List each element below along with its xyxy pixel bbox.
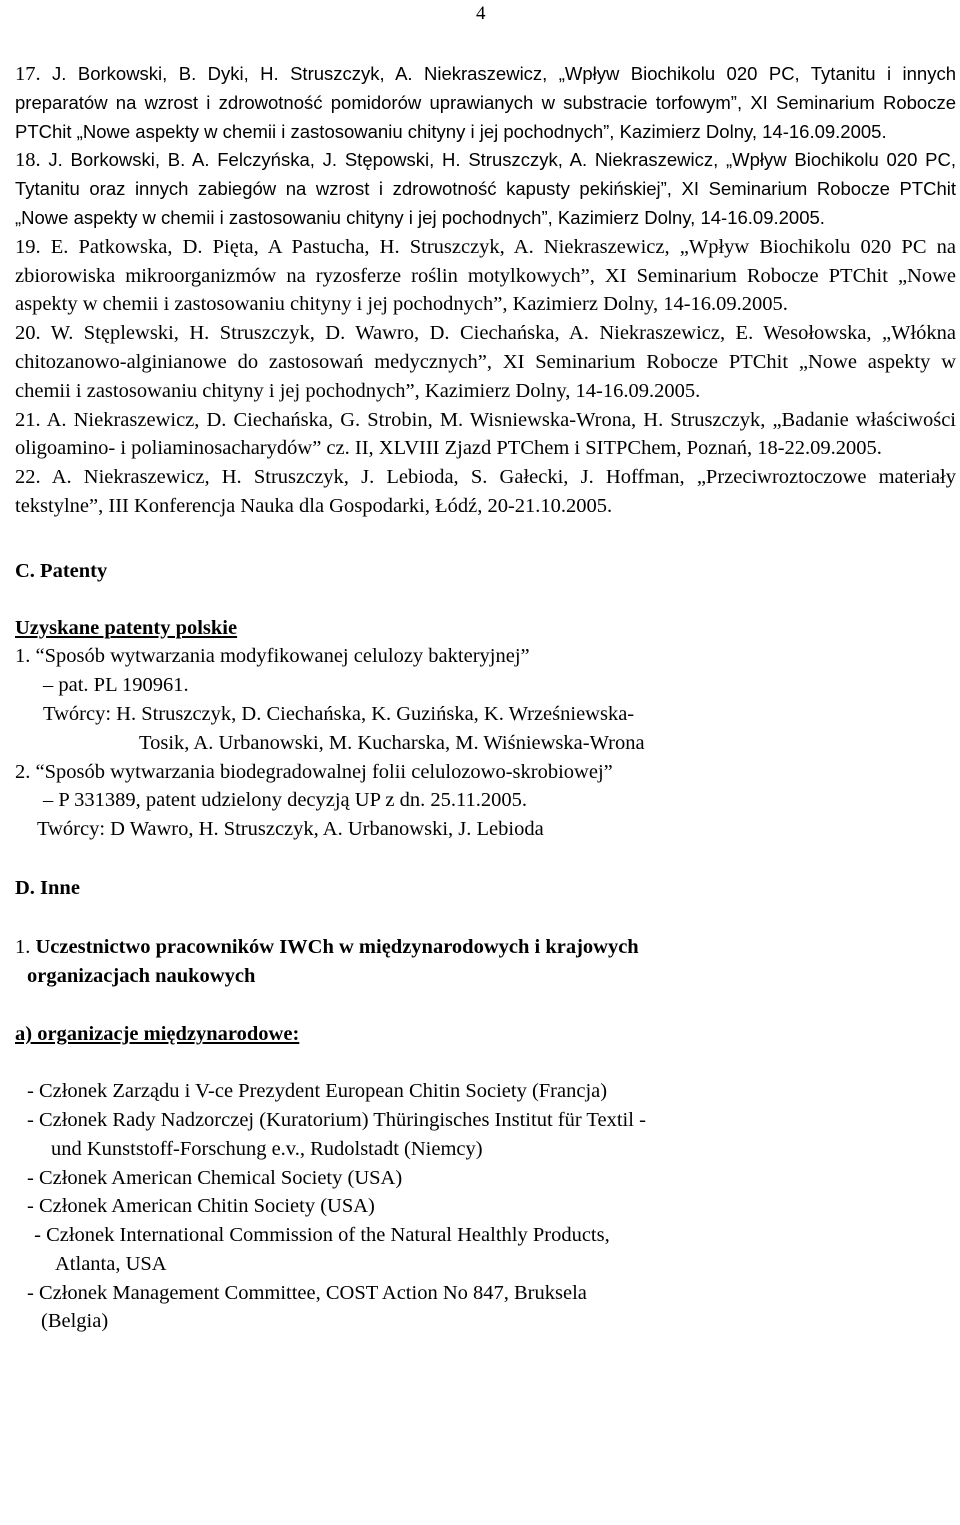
item-title-line2: organizacjach naukowych — [27, 964, 256, 987]
list-item: - Członek Rady Nadzorczej (Kuratorium) Thüringisches Institut für Textil - — [27, 1108, 646, 1131]
list-item: - Członek Zarządu i V-ce Prezydent European Chitin Society (Francja) — [27, 1080, 608, 1103]
subsection-international-orgs: a) organizacje międzynarodowe: — [15, 1023, 300, 1046]
list-item-continued: Atlanta, USA — [55, 1252, 167, 1275]
list-item: - Członek Management Committee, COST Action No 847, Bruksela — [27, 1281, 587, 1304]
section-title-other: D. Inne — [15, 876, 80, 899]
publication-18 — [15, 146, 956, 232]
patent-title: 1. “Sposób wytwarzania modyfikowanej celulozy bakteryjnej” — [15, 645, 530, 668]
patent-1 — [15, 642, 956, 757]
organizations-list — [15, 1077, 956, 1336]
patent-authors-continued: Tosik, A. Urbanowski, M. Kucharska, M. Wiśniewska-Wrona — [139, 731, 645, 754]
patent-2 — [15, 758, 956, 844]
page-number: 4 — [476, 3, 486, 24]
item-heading — [15, 933, 956, 991]
item-title-line1: Uczestnictwo pracowników IWCh w międzynarodowych i krajowych — [35, 935, 639, 958]
patent-authors: Twórcy: D Wawro, H. Struszczyk, A. Urbanowski, J. Lebioda — [37, 818, 544, 841]
publication-19 — [15, 233, 956, 319]
publication-text: A. Niekraszewicz, D. Ciechańska, G. Strobin, M. Wisniewska-Wrona, H. Struszczyk, „Badanie właściwości oligoamino- i poliaminosacharydów” cz. II, XLVIII Zjazd PTChem i SITPChem, Poznań, 18-22.09.2005. — [15, 408, 956, 460]
publication-21 — [15, 406, 956, 464]
publication-number: 20. — [15, 322, 41, 345]
list-item-continued: und Kunststoff-Forschung e.v., Rudolstadt (Niemcy) — [51, 1137, 483, 1160]
publication-text: J. Borkowski, B. Dyki, H. Struszczyk, A. Niekraszewicz, „Wpływ Biochikolu 020 PC, Tytanitu i innych preparatów na wzrost i zdrowotność pomidorów uprawianych w substracie torfowym”, XI Seminarium Robocze PTChit „Nowe aspekty w chemii i zastosowaniu chityny i jej pochodnych”, Kazimierz Dolny, 14-16.09.2005. — [15, 63, 957, 142]
list-item-continued: (Belgia) — [41, 1310, 109, 1333]
list-item: - Członek International Commission of the Natural Healthly Products, — [29, 1224, 610, 1247]
publication-number: 22. — [15, 466, 41, 489]
list-item: - Członek American Chemical Society (USA) — [27, 1166, 403, 1189]
section-title-patents: C. Patenty — [15, 559, 108, 582]
publication-text: E. Patkowska, D. Pięta, A Pastucha, H. Struszczyk, A. Niekraszewicz, „Wpływ Biochikolu 020 PC na zbiorowiska mikroorganizmów na ryzosferze roślin motylkowych”, XI Seminarium Robocze PTChit „Nowe aspekty w chemii i zastosowaniu chityny i jej pochodnych”, Kazimierz Dolny, 14-16.09.2005. — [15, 235, 956, 316]
publication-text: W. Stęplewski, H. Struszczyk, D. Wawro, D. Ciechańska, A. Niekraszewicz, E. Wesołowska, „Włókna chitozanowo-alginianowe do zastosowań medycznych”, XI Seminarium Robocze PTChit „Nowe aspekty w chemii i zastosowaniu chityny i jej pochodnych”, Kazimierz Dolny, 14-16.09.2005. — [15, 322, 956, 402]
publication-20 — [15, 319, 956, 405]
publication-number: 18. — [15, 149, 41, 172]
publication-number: 19. — [15, 235, 41, 258]
publication-number: 17. — [15, 63, 41, 85]
document-body — [15, 60, 956, 1336]
patent-number: – pat. PL 190961. — [43, 674, 189, 697]
patent-title: 2. “Sposób wytwarzania biodegradowalnej folii celulozowo-skrobiowej” — [15, 760, 613, 783]
patent-authors: Twórcy: H. Struszczyk, D. Ciechańska, K. Guzińska, K. Wrześniewska- — [43, 702, 635, 725]
publication-number: 21. — [15, 408, 41, 431]
publication-22 — [15, 463, 956, 521]
publication-text: A. Niekraszewicz, H. Struszczyk, J. Lebioda, S. Gałecki, J. Hoffman, „Przeciwroztoczowe materiały tekstylne”, III Konferencja Nauka dla Gospodarki, Łódź, 20-21.10.2005. — [15, 466, 957, 517]
section-subtitle-polish-patents: Uzyskane patenty polskie — [15, 616, 238, 639]
publication-17 — [15, 60, 956, 146]
publication-text: J. Borkowski, B. A. Felczyńska, J. Stępowski, H. Struszczyk, A. Niekraszewicz, „Wpływ Biochikolu 020 PC, Tytanitu oraz innych zabiegów na wzrost i zdrowotność kapusty pekińskiej”, XI Seminarium Robocze PTChit „Nowe aspekty w chemii i zastosowaniu chityny i jej pochodnych”, Kazimierz Dolny, 14-16.09.2005. — [15, 149, 956, 228]
item-number: 1. — [15, 935, 31, 958]
list-item: - Członek American Chitin Society (USA) — [27, 1195, 375, 1218]
patent-number: – P 331389, patent udzielony decyzją UP z dn. 25.11.2005. — [43, 789, 527, 812]
